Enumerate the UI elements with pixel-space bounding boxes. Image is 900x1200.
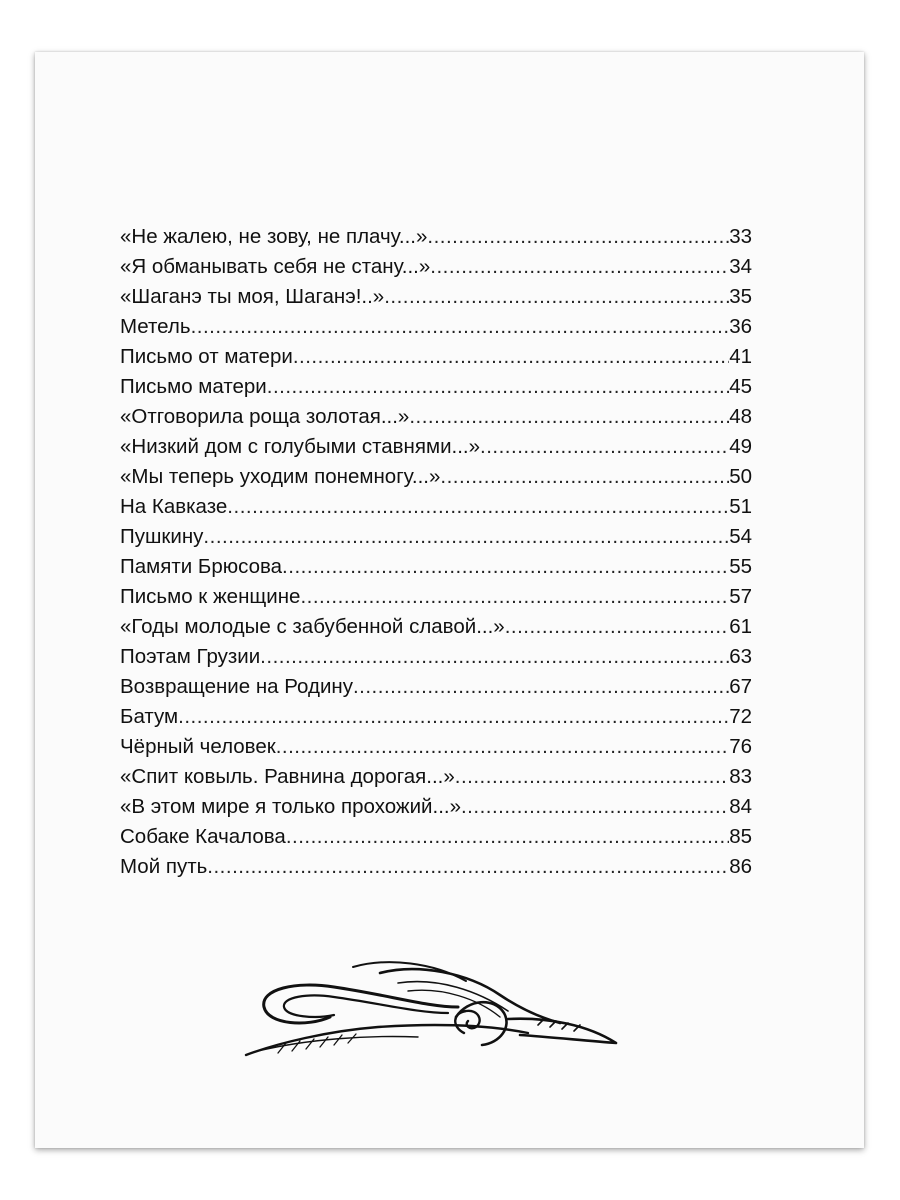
toc-entry-page: 35 [729,285,752,308]
dot-leader [430,252,729,282]
table-of-contents [120,222,752,882]
dot-leader [286,822,729,852]
dot-leader [282,552,729,582]
toc-entry [120,612,752,642]
toc-entry [120,552,752,582]
dot-leader [207,852,729,882]
toc-entry [120,672,752,702]
toc-entry-title: Поэтам Грузии [120,645,261,668]
toc-entry-title: «Годы молодые с забубенной славой...» [120,615,505,638]
toc-entry-title: Мой путь [120,855,208,878]
toc-entry [120,702,752,732]
toc-entry-title: «Отговорила роща золотая...» [120,405,410,428]
dot-leader [353,672,729,702]
dot-leader [276,732,729,762]
dot-leader [203,522,729,552]
toc-entry-title: Письмо матери [120,375,267,398]
toc-entry-page: 55 [729,555,752,578]
quill-feather-icon [238,955,618,1065]
dot-leader [440,462,729,492]
toc-entry-title: «Не жалею, не зову, не плачу...» [120,225,428,248]
dot-leader [455,762,729,792]
toc-entry [120,762,752,792]
toc-entry-page: 72 [729,705,752,728]
toc-entry-title: Метель [120,315,191,338]
toc-entry [120,222,752,252]
toc-entry-title: Собаке Качалова [120,825,286,848]
toc-entry-page: 33 [729,225,752,248]
toc-entry-title: Батум [120,705,179,728]
toc-entry-title: «Шаганэ ты моя, Шаганэ!..» [120,285,385,308]
dot-leader [227,492,729,522]
toc-entry-title: «Низкий дом с голубыми ставнями...» [120,435,481,458]
toc-entry-page: 83 [729,765,752,788]
toc-entry-page: 61 [729,615,752,638]
dot-leader [409,402,729,432]
toc-entry-page: 76 [729,735,752,758]
toc-entry-page: 41 [729,345,752,368]
toc-entry-page: 57 [729,585,752,608]
toc-entry-page: 63 [729,645,752,668]
toc-entry-page: 67 [729,675,752,698]
toc-entry-page: 45 [729,375,752,398]
dot-leader [427,222,729,252]
toc-entry [120,432,752,462]
toc-entry-title: Чёрный человек [120,735,276,758]
toc-entry [120,792,752,822]
toc-entry-page: 50 [729,465,752,488]
toc-entry-title: Памяти Брюсова [120,555,283,578]
toc-entry-title: «Спит ковыль. Равнина дорогая...» [120,765,455,788]
dot-leader [480,432,729,462]
toc-entry [120,492,752,522]
toc-entry [120,402,752,432]
dot-leader [505,612,730,642]
toc-entry-page: 49 [729,435,752,458]
toc-entry-title: «В этом мире я только прохожий...» [120,795,461,818]
dot-leader [384,282,729,312]
dot-leader [178,702,729,732]
toc-entry [120,852,752,882]
dot-leader [191,312,730,342]
toc-entry-title: Письмо от матери [120,345,293,368]
toc-entry-page: 84 [729,795,752,818]
toc-entry-title: Возвращение на Родину [120,675,353,698]
toc-entry-title: На Кавказе [120,495,228,518]
toc-entry-page: 34 [729,255,752,278]
toc-entry [120,282,752,312]
toc-entry-title: Письмо к женщине [120,585,301,608]
toc-entry [120,252,752,282]
dot-leader [293,342,729,372]
toc-entry-page: 54 [729,525,752,548]
toc-entry [120,462,752,492]
dot-leader [300,582,729,612]
toc-entry-title: Пушкину [120,525,204,548]
toc-entry-page: 36 [729,315,752,338]
toc-entry-page: 48 [729,405,752,428]
toc-entry [120,642,752,672]
dot-leader [461,792,729,822]
toc-entry [120,522,752,552]
toc-entry [120,822,752,852]
toc-entry-page: 86 [729,855,752,878]
toc-entry-page: 85 [729,825,752,848]
toc-entry-title: «Мы теперь уходим понемногу...» [120,465,441,488]
toc-entry-page: 51 [729,495,752,518]
toc-entry [120,342,752,372]
toc-entry [120,312,752,342]
toc-entry [120,732,752,762]
toc-entry [120,582,752,612]
toc-entry-title: «Я обманывать себя не стану...» [120,255,431,278]
dot-leader [260,642,729,672]
toc-entry [120,372,752,402]
dot-leader [267,372,729,402]
